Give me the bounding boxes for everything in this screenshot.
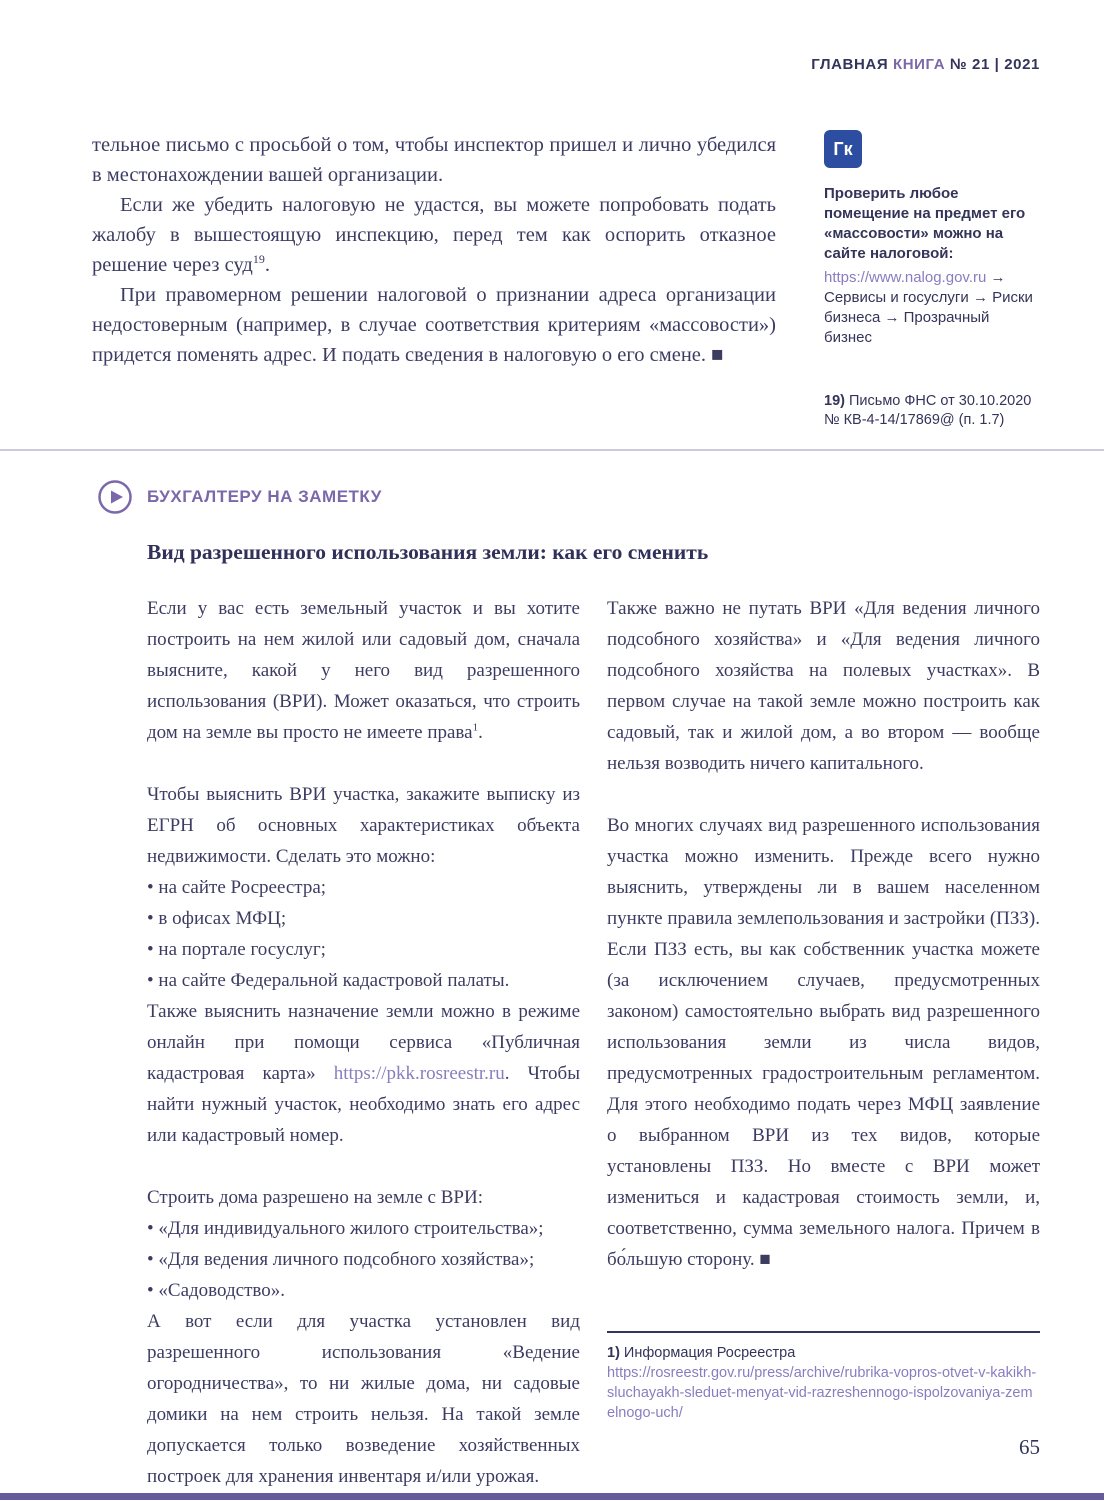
section-title: Вид разрешенного использования земли: как его сменить [147,540,709,564]
footnote-marker: 19) [824,393,849,409]
right-column [607,593,1040,1492]
footnote-ref: 1 [472,721,479,734]
section-divider [0,449,1104,451]
pkk-rosreestr-link[interactable]: https://pkk.rosreestr.ru [333,1063,505,1084]
paragraph: Чтобы выяснить ВРИ участка, закажите выписку из ЕГРН об основных характеристиках объекта недвижимости. Сделать это можно: [147,784,580,867]
brand-accent: КНИГА [892,56,946,73]
sidebar [824,130,1040,430]
footnote-marker: 1) [607,1345,624,1361]
column-footnote [607,1331,1040,1423]
sidebar-note: Проверить любое помещение на предмет его «массовости» можно на сайте налоговой: [824,185,1026,262]
article-paragraph: Если же убедить налоговую не удастся, вы можете попробовать подать жалобу в вышестоящую инспекцию, перед тем как оспорить отказное решение через суд$^{19}$. [92,194,776,276]
paragraph: Строить дома разрешено на земле с ВРИ: [147,1187,483,1208]
kicker-row [98,480,1040,514]
section-kicker: БУХГАЛТЕРУ НА ЗАМЕТКУ [147,487,382,506]
footnote-source: 1) Информация Росреестра [607,1345,796,1361]
footnote-ref: 19 [252,252,265,267]
article-paragraph: тельное письмо с просьбой о том, чтобы инспектор пришел и лично убедился в местонахождении вашей организации. [92,134,776,186]
left-column [147,593,580,1492]
paragraph: Во многих случаях вид разрешенного использования участка можно изменить. Прежде всего нужно выяснить, утверждены ли в вашем населенном пункте правила землепользования и застройки (ПЗЗ). Если ПЗЗ есть, вы как собственник участка можете (за исключением случаев, предусмотренных законом) самостоятельно выбрать вид разрешенного использования земли из числа видов, предусмотренных градостроительным регламентом. Для этого необходимо подать через МФЦ заявление о выбранном ВРИ из тех видов, которые установлены ПЗЗ. Но вместе с ВРИ может измениться и кадастровая стоимость земли, и, соответственно, сумма земельного налога. Причем в бо́льшую сторону. ■ [607,815,1040,1270]
bullet-item: • на портале госуслуг; [147,934,580,965]
rosreestr-link[interactable]: https://rosreestr.gov.ru/press/archive/rubrika-vopros-otvet-v-kakikh-sluchayakh-sleduet-menyat-vid-razreshennogo-ispolzovaniya-zemelnogo-uch/ [607,1365,1037,1421]
brand-main: ГЛАВНАЯ [811,56,893,73]
bottom-accent-bar [0,1493,1104,1500]
gk-logo-icon: Гк [824,130,862,168]
bullet-item: • «Садоводство». [147,1275,580,1306]
paragraph: А вот если для участка установлен вид разрешенного использования «Ведение огородничества», то ни жилые дома, ни садовые домики на нем строить нельзя. На такой земле допускается только возведение хозяйственных построек для хранения инвентаря и/или урожая. [147,1311,580,1487]
page-header [811,56,1040,73]
note-section [98,480,1040,1492]
top-content [92,130,1040,430]
issue-label: № 21 | 2021 [945,56,1040,73]
bullet-item: • в офисах МФЦ; [147,903,580,934]
bullet-item: • «Для ведения личного подсобного хозяйства»; [147,1244,580,1275]
bullet-item: • на сайте Федеральной кадастровой палаты. [147,965,580,996]
sidebar-path: → Сервисы и госуслуги → Риски бизнеса → Прозрачный бизнес [824,269,1033,346]
sidebar-links [824,268,1040,348]
main-article [92,130,776,430]
paragraph: Также выяснить назначение земли можно в режиме онлайн при помощи сервиса «Публичная кадастровая карта» https://pkk.rosreestr.ru. Чтобы найти нужный участок, необходимо знать его адрес или кадастровый номер. [147,1001,580,1146]
play-icon [98,480,132,514]
nalog-link[interactable]: https://www.nalog.gov.ru [824,269,987,286]
paragraph: Если у вас есть земельный участок и вы хотите построить на нем жилой или садовый дом, сначала выясните, какой у него вид разрешенного использования (ВРИ). Может оказаться, что строить дом на земле вы просто не имеете права$^1$. [147,598,580,743]
paragraph: Также важно не путать ВРИ «Для ведения личного подсобного хозяйства» и «Для ведения личного подсобного хозяйства на полевых участках». В первом случае на такой земле можно построить как садовый, так и жилой дом, а во втором — вообще нельзя возводить ничего капитального. [607,598,1040,774]
page-number: 65 [1019,1435,1040,1459]
bullet-item: • на сайте Росреестра; [147,872,580,903]
article-paragraph: При правомерном решении налоговой о признании адреса организации недостоверным (например, в случае соответствия критериям «массовости») придется поменять адрес. И подать сведения в налоговую о его смене. ■ [92,284,776,366]
sidebar-footnote: 19) Письмо ФНС от 30.10.2020 № КВ-4-14/17869@ (п. 1.7) [824,393,1032,428]
bullet-item: • «Для индивидуального жилого строительства»; [147,1213,580,1244]
two-columns [147,593,1040,1492]
